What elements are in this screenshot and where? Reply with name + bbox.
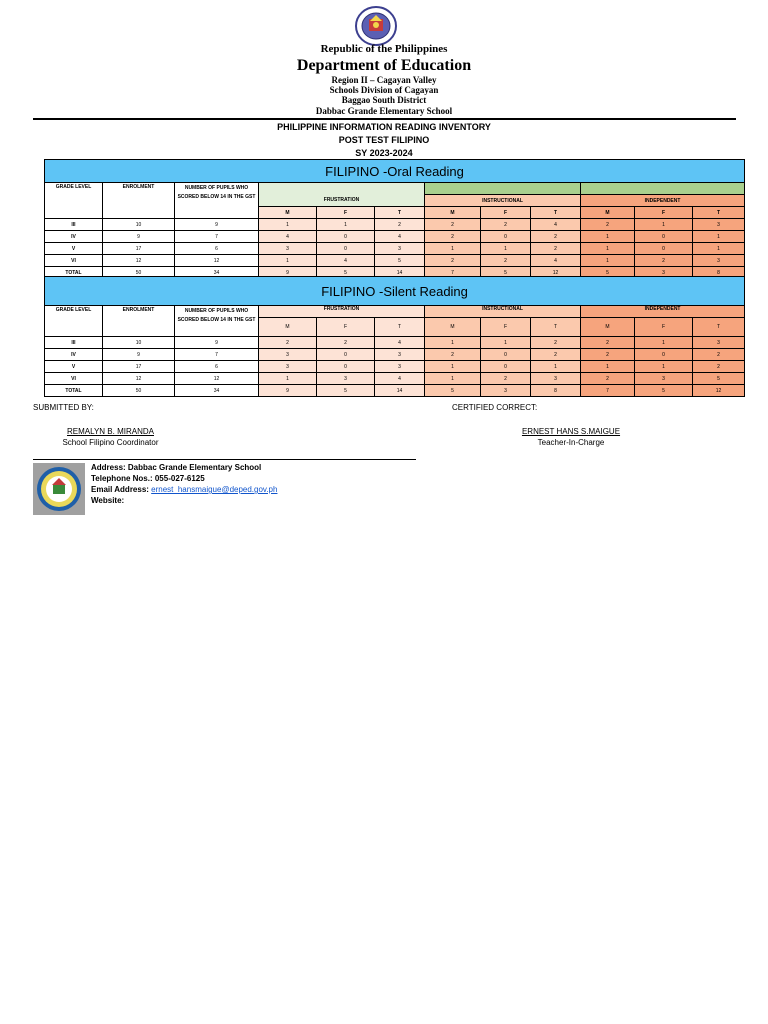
oral-ind-m: M	[581, 207, 635, 219]
oral-cell: VI	[45, 255, 103, 267]
oral-ins-f: F	[481, 207, 531, 219]
oral-cell: 12	[531, 267, 581, 279]
oral-cell: 1	[693, 243, 745, 255]
silent-cell: 50	[103, 385, 175, 397]
silent-cell: 10	[103, 337, 175, 349]
oral-cell: 1	[317, 219, 375, 231]
oral-cell: 9	[259, 267, 317, 279]
oral-cell: 3	[635, 267, 693, 279]
silent-cell: 2	[581, 373, 635, 385]
oral-cell: 9	[103, 231, 175, 243]
oral-table-row	[45, 243, 745, 255]
oral-cell: 1	[425, 243, 481, 255]
silent-cell: 0	[635, 349, 693, 361]
silent-ins-t: T	[531, 318, 581, 337]
col-grade-level: GRADE LEVEL	[45, 183, 103, 219]
oral-cell: 0	[635, 243, 693, 255]
oral-band-instructional	[425, 183, 581, 195]
silent-cell: 0	[481, 349, 531, 361]
silent-frus-m: M	[259, 318, 317, 337]
oral-ind-t: T	[693, 207, 745, 219]
oral-cell: 5	[581, 267, 635, 279]
footer-telephone: Telephone Nos.: 055-027-6125	[91, 474, 205, 483]
silent-cell: 34	[175, 385, 259, 397]
header-district: Baggao South District	[341, 95, 427, 105]
oral-cell: 0	[317, 231, 375, 243]
silent-cell: 2	[581, 337, 635, 349]
oral-cell: 3	[259, 243, 317, 255]
oral-cell: 1	[635, 219, 693, 231]
oral-cell: 12	[175, 255, 259, 267]
silent-cell: VI	[45, 373, 103, 385]
footer-rule	[33, 459, 416, 460]
oral-cell: 7	[175, 231, 259, 243]
header-department: Department of Education	[296, 57, 472, 74]
silent-head-frustration: FRUSTRATION	[259, 306, 425, 318]
subtitle-line1: PHILIPPINE INFORMATION READING INVENTORY	[277, 122, 491, 132]
oral-cell: 4	[259, 231, 317, 243]
silent-cell: 2	[693, 349, 745, 361]
silent-ins-f: F	[481, 318, 531, 337]
silent-cell: 3	[635, 373, 693, 385]
oral-cell: 2	[531, 231, 581, 243]
oral-cell: 5	[317, 267, 375, 279]
oral-cell: 10	[103, 219, 175, 231]
silent-cell: 3	[531, 373, 581, 385]
silent-cell: 6	[175, 361, 259, 373]
oral-frus-t: T	[375, 207, 425, 219]
certifier-name: ERNEST HANS S.MAIGUE	[521, 427, 621, 436]
silent-cell: 3	[693, 337, 745, 349]
oral-head-independent: INDEPENDENT	[581, 195, 745, 207]
oral-cell: 2	[481, 219, 531, 231]
col-below-gst: NUMBER OF PUPILS WHO SCORED BELOW 14 IN THE GST	[175, 183, 259, 219]
oral-frus-f: F	[317, 207, 375, 219]
silent-cell: 12	[103, 373, 175, 385]
oral-ind-f: F	[635, 207, 693, 219]
oral-head-frustration: FRUSTRATION	[259, 195, 425, 207]
oral-cell: 2	[481, 255, 531, 267]
subtitle-line2: POST TEST FILIPINO	[338, 135, 430, 145]
oral-cell: 3	[693, 255, 745, 267]
oral-table-row	[45, 231, 745, 243]
silent-cell: 3	[375, 349, 425, 361]
oral-table-row	[45, 219, 745, 231]
silent-cell: 2	[259, 337, 317, 349]
silent-cell: 0	[317, 361, 375, 373]
certifier-title: Teacher-In-Charge	[537, 438, 605, 447]
oral-cell: 17	[103, 243, 175, 255]
oral-cell: 4	[317, 255, 375, 267]
oral-cell: 3	[693, 219, 745, 231]
silent-cell: 1	[481, 337, 531, 349]
silent-cell: 2	[425, 349, 481, 361]
oral-cell: III	[45, 219, 103, 231]
silent-cell: 9	[259, 385, 317, 397]
oral-cell: 7	[425, 267, 481, 279]
oral-cell: V	[45, 243, 103, 255]
silent-cell: 7	[581, 385, 635, 397]
silent-cell: 3	[259, 361, 317, 373]
oral-cell: 1	[581, 255, 635, 267]
oral-cell: IV	[45, 231, 103, 243]
col-grade-level: GRADE LEVEL	[45, 306, 103, 337]
silent-frus-f: F	[317, 318, 375, 337]
silent-cell: 3	[481, 385, 531, 397]
oral-cell: 8	[693, 267, 745, 279]
subtitle-line3: SY 2023-2024	[355, 148, 413, 158]
school-logo-icon	[33, 463, 85, 515]
oral-cell: TOTAL	[45, 267, 103, 279]
silent-cell: 5	[425, 385, 481, 397]
submitter-title: School Filipino Coordinator	[62, 438, 159, 447]
submitted-by-label: SUBMITTED BY:	[33, 403, 94, 412]
silent-reading-table	[44, 276, 745, 397]
silent-cell: 17	[103, 361, 175, 373]
silent-head-instructional: INSTRUCTIONAL	[425, 306, 581, 318]
oral-cell: 0	[635, 231, 693, 243]
silent-cell: 1	[581, 361, 635, 373]
oral-cell: 3	[375, 243, 425, 255]
oral-cell: 2	[635, 255, 693, 267]
silent-cell: 5	[317, 385, 375, 397]
silent-table-row	[45, 337, 745, 349]
oral-cell: 1	[481, 243, 531, 255]
submitter-name: REMALYN B. MIRANDA	[67, 427, 154, 436]
silent-cell: 2	[531, 337, 581, 349]
silent-cell: 3	[317, 373, 375, 385]
oral-ins-t: T	[531, 207, 581, 219]
oral-reading-table	[44, 159, 745, 279]
oral-cell: 6	[175, 243, 259, 255]
silent-cell: 1	[635, 337, 693, 349]
silent-cell: 5	[635, 385, 693, 397]
silent-title: FILIPINO -Silent Reading	[45, 277, 745, 306]
oral-cell: 50	[103, 267, 175, 279]
oral-cell: 0	[317, 243, 375, 255]
silent-cell: 1	[635, 361, 693, 373]
silent-cell: 1	[425, 337, 481, 349]
silent-cell: 1	[425, 373, 481, 385]
silent-frus-t: T	[375, 318, 425, 337]
silent-ins-m: M	[425, 318, 481, 337]
header-region: Region II – Cagayan Valley	[331, 75, 437, 85]
oral-cell: 5	[481, 267, 531, 279]
header-republic: Republic of the Philippines	[320, 43, 448, 55]
silent-cell: 2	[317, 337, 375, 349]
header-rule	[33, 118, 736, 120]
silent-cell: 8	[531, 385, 581, 397]
oral-cell: 5	[375, 255, 425, 267]
oral-frus-m: M	[259, 207, 317, 219]
oral-cell: 4	[375, 231, 425, 243]
oral-cell: 9	[175, 219, 259, 231]
oral-ins-m: M	[425, 207, 481, 219]
footer-email-label: Email Address:	[91, 485, 152, 494]
silent-cell: 4	[375, 373, 425, 385]
oral-cell: 2	[425, 231, 481, 243]
footer-address: Address: Dabbac Grande Elementary School	[91, 463, 262, 472]
header-school: Dabbac Grande Elementary School	[315, 106, 453, 116]
silent-cell: 2	[693, 361, 745, 373]
email-link[interactable]: ernest_hansmaigue@deped.gov.ph	[151, 485, 278, 494]
silent-table-row	[45, 373, 745, 385]
oral-band-frustration	[259, 183, 425, 195]
header-division: Schools Division of Cagayan	[329, 85, 439, 95]
silent-cell: 2	[581, 349, 635, 361]
silent-table-row	[45, 361, 745, 373]
oral-cell: 2	[425, 219, 481, 231]
oral-cell: 14	[375, 267, 425, 279]
silent-table-row	[45, 349, 745, 361]
silent-cell: 1	[531, 361, 581, 373]
silent-ind-m: M	[581, 318, 635, 337]
silent-cell: 12	[693, 385, 745, 397]
oral-cell: 2	[375, 219, 425, 231]
silent-cell: 0	[317, 349, 375, 361]
silent-cell: 3	[375, 361, 425, 373]
oral-cell: 1	[581, 243, 635, 255]
silent-cell: 2	[481, 373, 531, 385]
col-enrolment: ENROLMENT	[103, 183, 175, 219]
silent-cell: 9	[103, 349, 175, 361]
silent-cell: 0	[481, 361, 531, 373]
silent-cell: IV	[45, 349, 103, 361]
oral-cell: 4	[531, 255, 581, 267]
oral-cell: 12	[103, 255, 175, 267]
oral-cell: 2	[425, 255, 481, 267]
silent-cell: 7	[175, 349, 259, 361]
silent-ind-t: T	[693, 318, 745, 337]
silent-cell: 5	[693, 373, 745, 385]
certified-correct-label: CERTIFIED CORRECT:	[452, 403, 538, 412]
oral-cell: 4	[531, 219, 581, 231]
oral-head-instructional: INSTRUCTIONAL	[425, 195, 581, 207]
oral-cell: 0	[481, 231, 531, 243]
oral-cell: 2	[531, 243, 581, 255]
silent-cell: 4	[375, 337, 425, 349]
oral-title: FILIPINO -Oral Reading	[45, 160, 745, 183]
oral-band-independent	[581, 183, 745, 195]
oral-cell: 1	[259, 255, 317, 267]
silent-cell: III	[45, 337, 103, 349]
oral-cell: 2	[581, 219, 635, 231]
silent-head-independent: INDEPENDENT	[581, 306, 745, 318]
silent-ind-f: F	[635, 318, 693, 337]
oral-cell: 34	[175, 267, 259, 279]
col-below-gst: NUMBER OF PUPILS WHO SCORED BELOW 14 IN THE GST	[175, 306, 259, 337]
oral-table-row	[45, 255, 745, 267]
silent-cell: 1	[259, 373, 317, 385]
silent-cell: V	[45, 361, 103, 373]
silent-cell: 3	[259, 349, 317, 361]
oral-cell: 1	[259, 219, 317, 231]
oral-cell: 1	[693, 231, 745, 243]
silent-cell: 2	[531, 349, 581, 361]
silent-cell: 14	[375, 385, 425, 397]
silent-cell: 9	[175, 337, 259, 349]
silent-cell: 1	[425, 361, 481, 373]
silent-cell: TOTAL	[45, 385, 103, 397]
oral-cell: 1	[581, 231, 635, 243]
deped-seal-icon	[353, 6, 399, 46]
silent-table-row	[45, 385, 745, 397]
footer-email-line	[91, 486, 277, 494]
silent-cell: 12	[175, 373, 259, 385]
footer-website: Website:	[91, 496, 125, 505]
col-enrolment: ENROLMENT	[103, 306, 175, 337]
